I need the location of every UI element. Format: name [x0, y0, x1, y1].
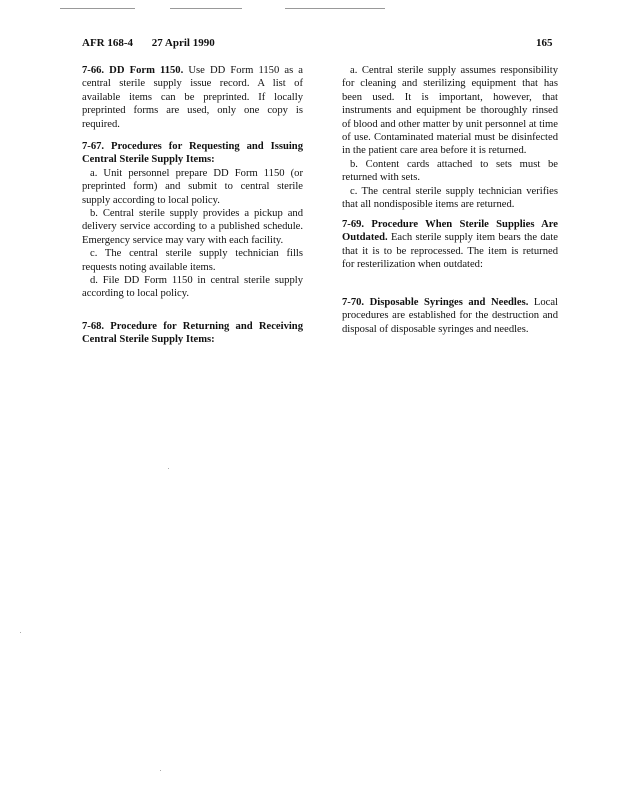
section-7-67	[82, 140, 303, 301]
section-7-69	[342, 218, 558, 272]
section-7-68	[82, 320, 303, 347]
section-7-66	[82, 64, 303, 131]
doc-date: 27 April 1990	[151, 37, 215, 49]
section-text: Local procedures are established for the destruction and disposal of disposable syringes and needles.	[342, 297, 558, 335]
scan-speck	[160, 770, 161, 771]
section-7-70	[342, 296, 558, 336]
running-header	[82, 37, 215, 50]
list-item: c. The central sterile supply technician verifies that all nondisposible items are returned.	[342, 185, 558, 211]
section-title: 7-70. Disposable Syringes and Needles.	[342, 297, 529, 308]
section-title: 7-68. Procedure for Returning and Receiving Central Sterile Supply Items:	[82, 321, 303, 346]
section-7-68-items	[342, 64, 558, 211]
doc-id: AFR 168-4	[82, 37, 134, 49]
page-number: 165	[536, 37, 553, 49]
list-item: b. Content cards attached to sets must be returned with sets.	[342, 158, 558, 184]
section-title: 7-69. Procedure When Sterile Supplies Are Outdated.	[342, 219, 558, 244]
list-item: a. Central sterile supply assumes responsibility for cleaning and sterilizing equipment that has been used. It is important, however, that instruments and equipment be thoroughly rinsed of blood and other matter by unit personnel at time of use. Contaminated material must be disinfected in the patient care area before it is returned.	[342, 65, 558, 157]
list-item: c. The central sterile supply technician fills requests noting available items.	[82, 248, 303, 273]
scan-speck	[20, 632, 21, 633]
list-item: d. File DD Form 1150 in central sterile supply according to local policy.	[82, 275, 303, 300]
section-text: Use DD Form 1150 as a central sterile supply issue record. A list of available items can be preprinted. If locally preprinted forms are used, only one copy is required.	[82, 65, 304, 130]
list-item: a. Unit personnel prepare DD Form 1150 (or preprinted form) and submit to central sterile supply according to local policy.	[82, 167, 303, 206]
list-item: b. Central sterile supply provides a pickup and delivery service according to a published schedule. Emergency service may vary with each facility.	[82, 208, 303, 246]
section-title: 7-66. DD Form 1150.	[82, 65, 184, 76]
scan-line	[285, 8, 385, 9]
section-text: Each sterile supply item bears the date that it is to be reprocessed. The item is returned for resterilization when outdated:	[342, 232, 558, 271]
scan-line	[170, 8, 242, 9]
scan-speck	[168, 468, 169, 469]
scan-line	[60, 8, 135, 9]
section-title: 7-67. Procedures for Requesting and Issuing Central Sterile Supply Items:	[82, 141, 303, 166]
